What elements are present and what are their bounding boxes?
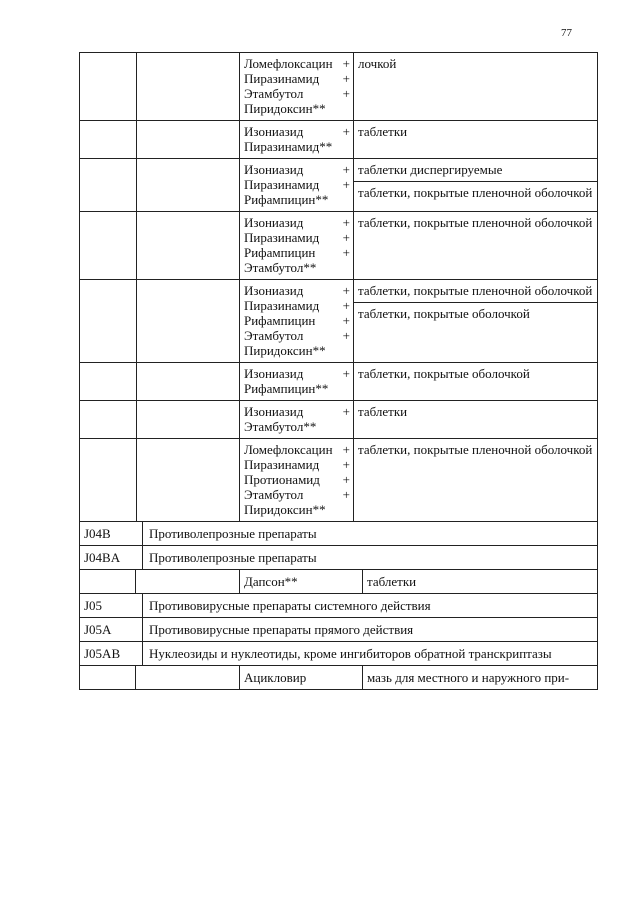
dosage-forms xyxy=(354,439,597,521)
atc-code-cell xyxy=(80,666,136,689)
table-row xyxy=(79,570,598,594)
atc-code: J05 xyxy=(80,594,143,617)
drug-name: Изониазид + Пиразинамид + Рифампицин + Этамбутол + Пиридоксин** xyxy=(240,280,354,362)
atc-code-cell xyxy=(80,159,137,211)
table-row xyxy=(79,212,598,280)
table-row xyxy=(79,363,598,401)
atc-group-cell xyxy=(137,53,240,120)
atc-code-cell xyxy=(80,280,137,362)
atc-group-cell xyxy=(137,159,240,211)
atc-code-cell xyxy=(80,401,137,438)
dosage-form: таблетки, покрытые пленочной оболочкой xyxy=(358,283,593,298)
drug-name: Ломефлоксацин + Пиразинамид + Протионамид + Этамбутол + Пиридоксин** xyxy=(240,439,354,521)
dosage-forms xyxy=(354,363,597,400)
dosage-form: таблетки, покрытые оболочкой xyxy=(358,366,530,381)
atc-group-cell xyxy=(136,666,240,689)
atc-group-title: Противолепрозные препараты xyxy=(149,526,317,541)
dosage-forms xyxy=(354,401,597,438)
atc-group-cell xyxy=(137,439,240,521)
atc-code-cell xyxy=(80,121,137,158)
atc-group-title: Нуклеозиды и нуклеотиды, кроме ингибиторов обратной транскриптазы xyxy=(149,646,552,661)
atc-group-cell xyxy=(137,121,240,158)
dosage-form: лочкой xyxy=(358,56,397,71)
drug-name: Изониазид + Рифампицин** xyxy=(240,363,354,400)
table-row xyxy=(79,439,598,522)
group-row-j04ba xyxy=(79,546,598,570)
group-row-j05a xyxy=(79,618,598,642)
atc-code-cell xyxy=(80,363,137,400)
atc-group-title: Противовирусные препараты прямого действия xyxy=(149,622,414,637)
table-row xyxy=(79,52,598,121)
dosage-form: таблетки xyxy=(367,574,417,589)
drug-name: Изониазид + Пиразинамид** xyxy=(240,121,354,158)
drug-table xyxy=(79,52,598,690)
atc-code-cell xyxy=(80,53,137,120)
table-row xyxy=(79,280,598,363)
dosage-form: мазь для местного и наружного при- xyxy=(367,670,570,685)
table-row xyxy=(79,401,598,439)
drug-name: Ацикловир xyxy=(240,666,363,689)
atc-code-cell xyxy=(80,439,137,521)
dosage-forms xyxy=(354,53,597,120)
group-row-j04b xyxy=(79,522,598,546)
dosage-forms xyxy=(354,212,597,279)
page-number: 77 xyxy=(561,27,572,39)
atc-group-cell xyxy=(137,212,240,279)
atc-group-cell xyxy=(137,401,240,438)
atc-group-title: Противовирусные препараты системного действия xyxy=(149,598,431,613)
drug-name: Ломефлоксацин + Пиразинамид + Этамбутол + Пиридоксин** xyxy=(240,53,354,120)
atc-code: J05A xyxy=(80,618,143,641)
dosage-form: таблетки, покрытые пленочной оболочкой xyxy=(358,215,593,230)
group-row-j05ab xyxy=(79,642,598,666)
dosage-form: таблетки xyxy=(358,124,408,139)
atc-code-cell xyxy=(80,570,136,593)
atc-group-cell xyxy=(136,570,240,593)
dosage-form: таблетки, покрытые оболочкой xyxy=(354,302,597,325)
dosage-form: таблетки xyxy=(358,404,408,419)
table-row xyxy=(79,121,598,159)
dosage-form: таблетки, покрытые пленочной оболочкой xyxy=(354,181,597,204)
atc-code: J04BA xyxy=(80,546,143,569)
atc-code: J05AB xyxy=(80,642,143,665)
drug-name: Изониазид + Пиразинамид + Рифампицин + Этамбутол** xyxy=(240,212,354,279)
atc-code-cell xyxy=(80,212,137,279)
dosage-forms xyxy=(354,159,597,211)
dosage-forms xyxy=(354,280,597,362)
drug-name: Изониазид + Пиразинамид + Рифампицин** xyxy=(240,159,354,211)
dosage-forms xyxy=(354,121,597,158)
drug-name: Дапсон** xyxy=(240,570,363,593)
dosage-form: таблетки, покрытые пленочной оболочкой xyxy=(358,442,593,457)
dosage-form: таблетки диспергируемые xyxy=(358,162,503,177)
table-row xyxy=(79,666,598,690)
group-row-j05 xyxy=(79,594,598,618)
atc-group-title: Противолепрозные препараты xyxy=(149,550,317,565)
atc-code: J04B xyxy=(80,522,143,545)
table-row xyxy=(79,159,598,212)
atc-group-cell xyxy=(137,280,240,362)
drug-name: Изониазид + Этамбутол** xyxy=(240,401,354,438)
atc-group-cell xyxy=(137,363,240,400)
